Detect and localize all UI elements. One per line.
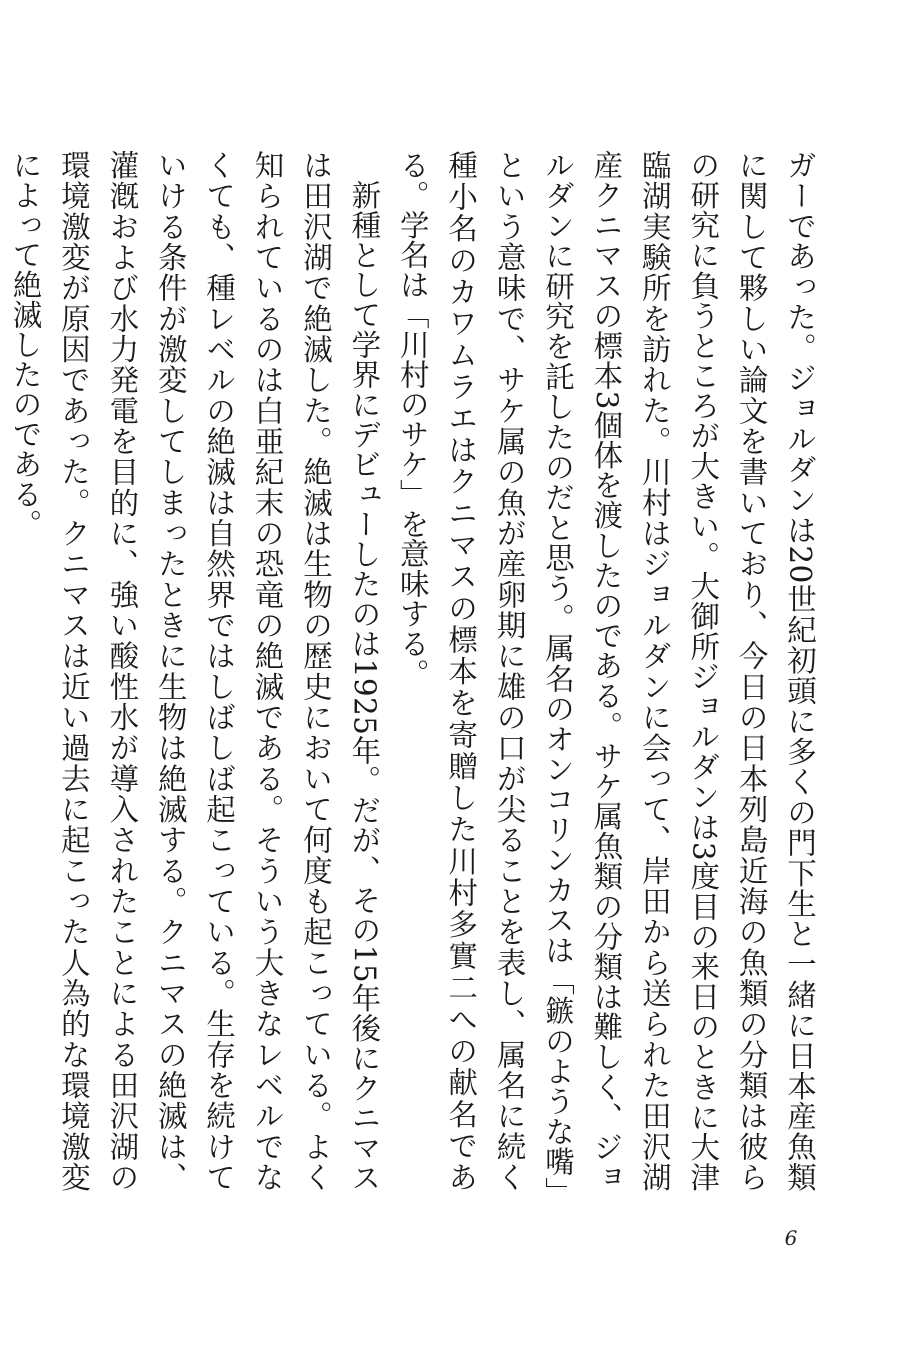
paragraph-continuation: ガーであった。ジョルダンは20世紀初頭に多くの門下生と一緒に日本産魚類に関して夥しい論文を書いており、今日の日本列島近海の魚類の分類は彼らの研究に負うところが大きい。大御所ジョルダンは3度目の来日のときに大津臨湖実験所を訪れた。川村はジョルダンに会って、岸田から送られた田沢湖産クニマスの標本3個体を渡したのである。サケ属魚類の分類は難しく、ジョルダンに研究を託したのだと思う。属名のオンコリンカスは「鏃のような嘴」という意味で、サケ属の魚が産卵期に雄の口が尖ることを表し、属名に続く種小名のカワムラエはクニマスの標本を寄贈した川村多實二への献名である。学名は「川村のサケ」を意味する。: [395, 150, 817, 1192]
paragraph-extinction: 新種として学界にデビューしたのは1925年。だが、その15年後にクニマスは田沢湖で絶滅した。絶滅は生物の歴史において何度も起こっている。よく知られているのは白亜紀末の恐竜の絶滅である。そういう大きなレベルでなくても、種レベルの絶滅は自然界ではしばしば起こっている。生存を続けていける条件が激変してしまったときに生物は絶滅する。クニマスの絶滅は、灌漑および水力発電を目的に、強い酸性水が導入されたことによる田沢湖の環境激変が原因であった。クニマスは近い過去に起こった人為的な環境激変によって絶滅したのである。: [8, 150, 382, 1192]
paragraph-tazawa-lake: [0, 150, 1, 1192]
page-number: 6: [784, 1226, 798, 1250]
vertical-text-body: [8, 150, 824, 1192]
